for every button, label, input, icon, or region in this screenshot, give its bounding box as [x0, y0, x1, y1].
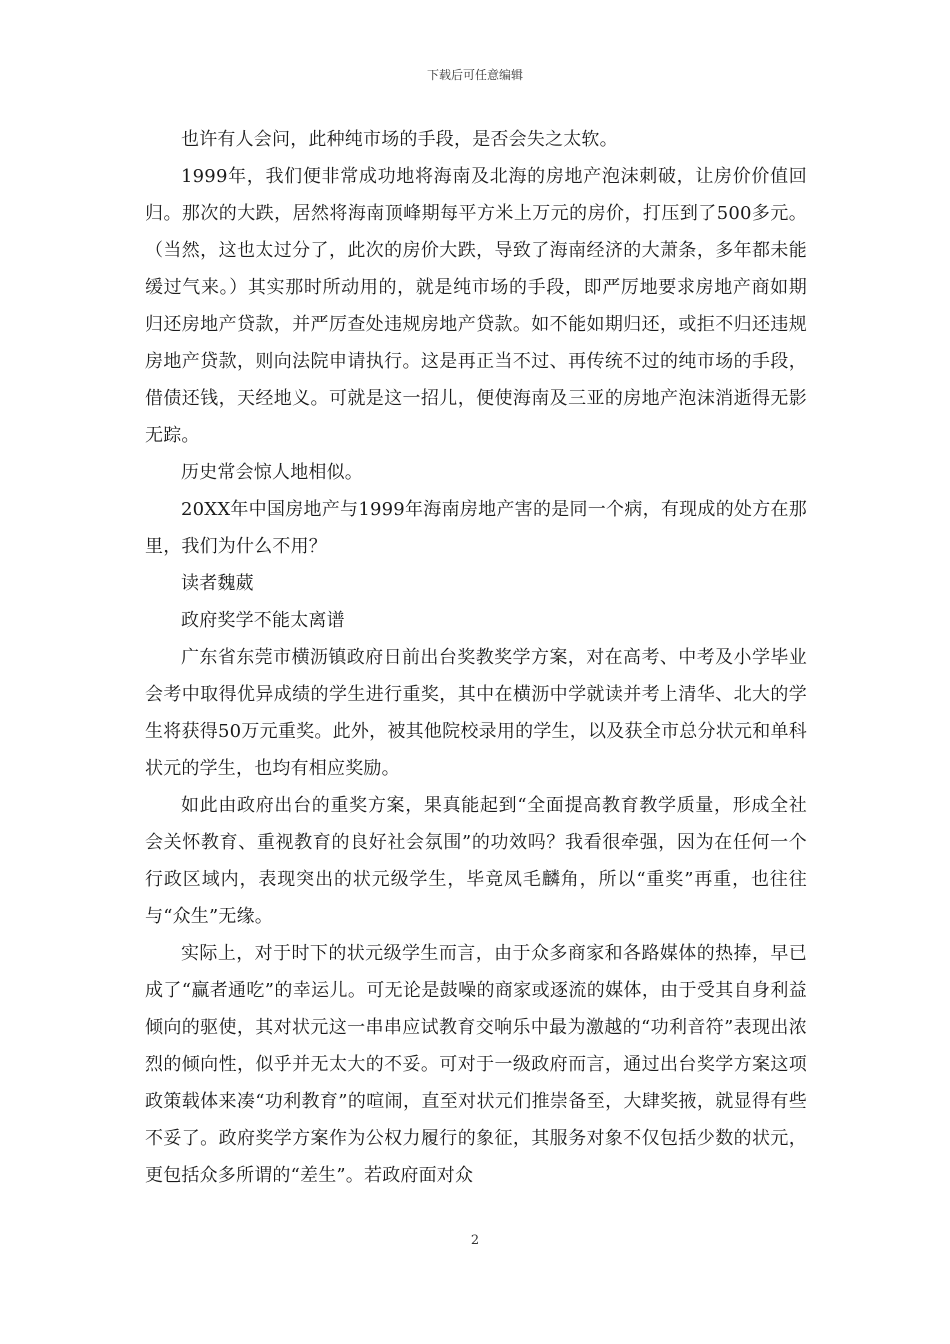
- author-line: 读者魏葳: [181, 573, 254, 594]
- paragraph: 实际上，对于时下的状元级学生而言，由于众多商家和各路媒体的热捧，早已成了“赢者通吃”的幸运儿。可无论是鼓噪的商家或逐流的媒体，由于受其自身利益倾向的驱使，其对状元这一串串应试教育交响乐中最为激越的“功利音符”表现出浓烈的倾向性，似乎并无太大的不妥。可对于一级政府而言，通过出台奖学方案这项政策载体来凑“功利教育”的喧闹，直至对状元们推崇备至，大肆奖掖，就显得有些不妥了。政府奖学方案作为公权力履行的象征，其服务对象不仅包括少数的状元，更包括众多所谓的“差生”。若政府面对众: [145, 943, 807, 1186]
- paragraph: 20XX年中国房地产与1999年海南房地产害的是同一个病，有现成的处方在那里，我们为什么不用？: [145, 499, 807, 557]
- page-header: 下载后可任意编辑: [426, 68, 523, 82]
- article-title: 政府奖学不能太离谱: [181, 610, 345, 631]
- page-number: 2: [470, 1233, 480, 1248]
- paragraph: 历史常会惊人地相似。: [181, 462, 363, 483]
- document-body: [145, 121, 807, 1194]
- paragraph: 也许有人会问，此种纯市场的手段，是否会失之太软。: [181, 129, 618, 150]
- paragraph: 广东省东莞市横沥镇政府日前出台奖教奖学方案，对在高考、中考及小学毕业会考中取得优异成绩的学生进行重奖，其中在横沥中学就读并考上清华、北大的学生将获得50万元重奖。此外，被其他院校录用的学生，以及获全市总分状元和单科状元的学生，也均有相应奖励。: [145, 647, 807, 779]
- paragraph: 如此由政府出台的重奖方案，果真能起到“全面提高教育教学质量，形成全社会关怀教育、重视教育的良好社会氛围”的功效吗？我看很牵强，因为在任何一个行政区域内，表现突出的状元级学生，毕竟凤毛麟角，所以“重奖”再重，也往往与“众生”无缘。: [145, 795, 807, 927]
- paragraph: 1999年，我们便非常成功地将海南及北海的房地产泡沫刺破，让房价价值回归。那次的大跌，居然将海南顶峰期每平方米上万元的房价，打压到了500多元。（当然，这也太过分了，此次的房价大跌，导致了海南经济的大萧条，多年都未能缓过气来。）其实那时所动用的，就是纯市场的手段，即严厉地要求房地产商如期归还房地产贷款，并严厉查处违规房地产贷款。如不能如期归还，或拒不归还违规房地产贷款，则向法院申请执行。这是再正当不过、再传统不过的纯市场的手段，借债还钱，天经地义。可就是这一招儿，便使海南及三亚的房地产泡沫消逝得无影无踪。: [145, 166, 807, 446]
